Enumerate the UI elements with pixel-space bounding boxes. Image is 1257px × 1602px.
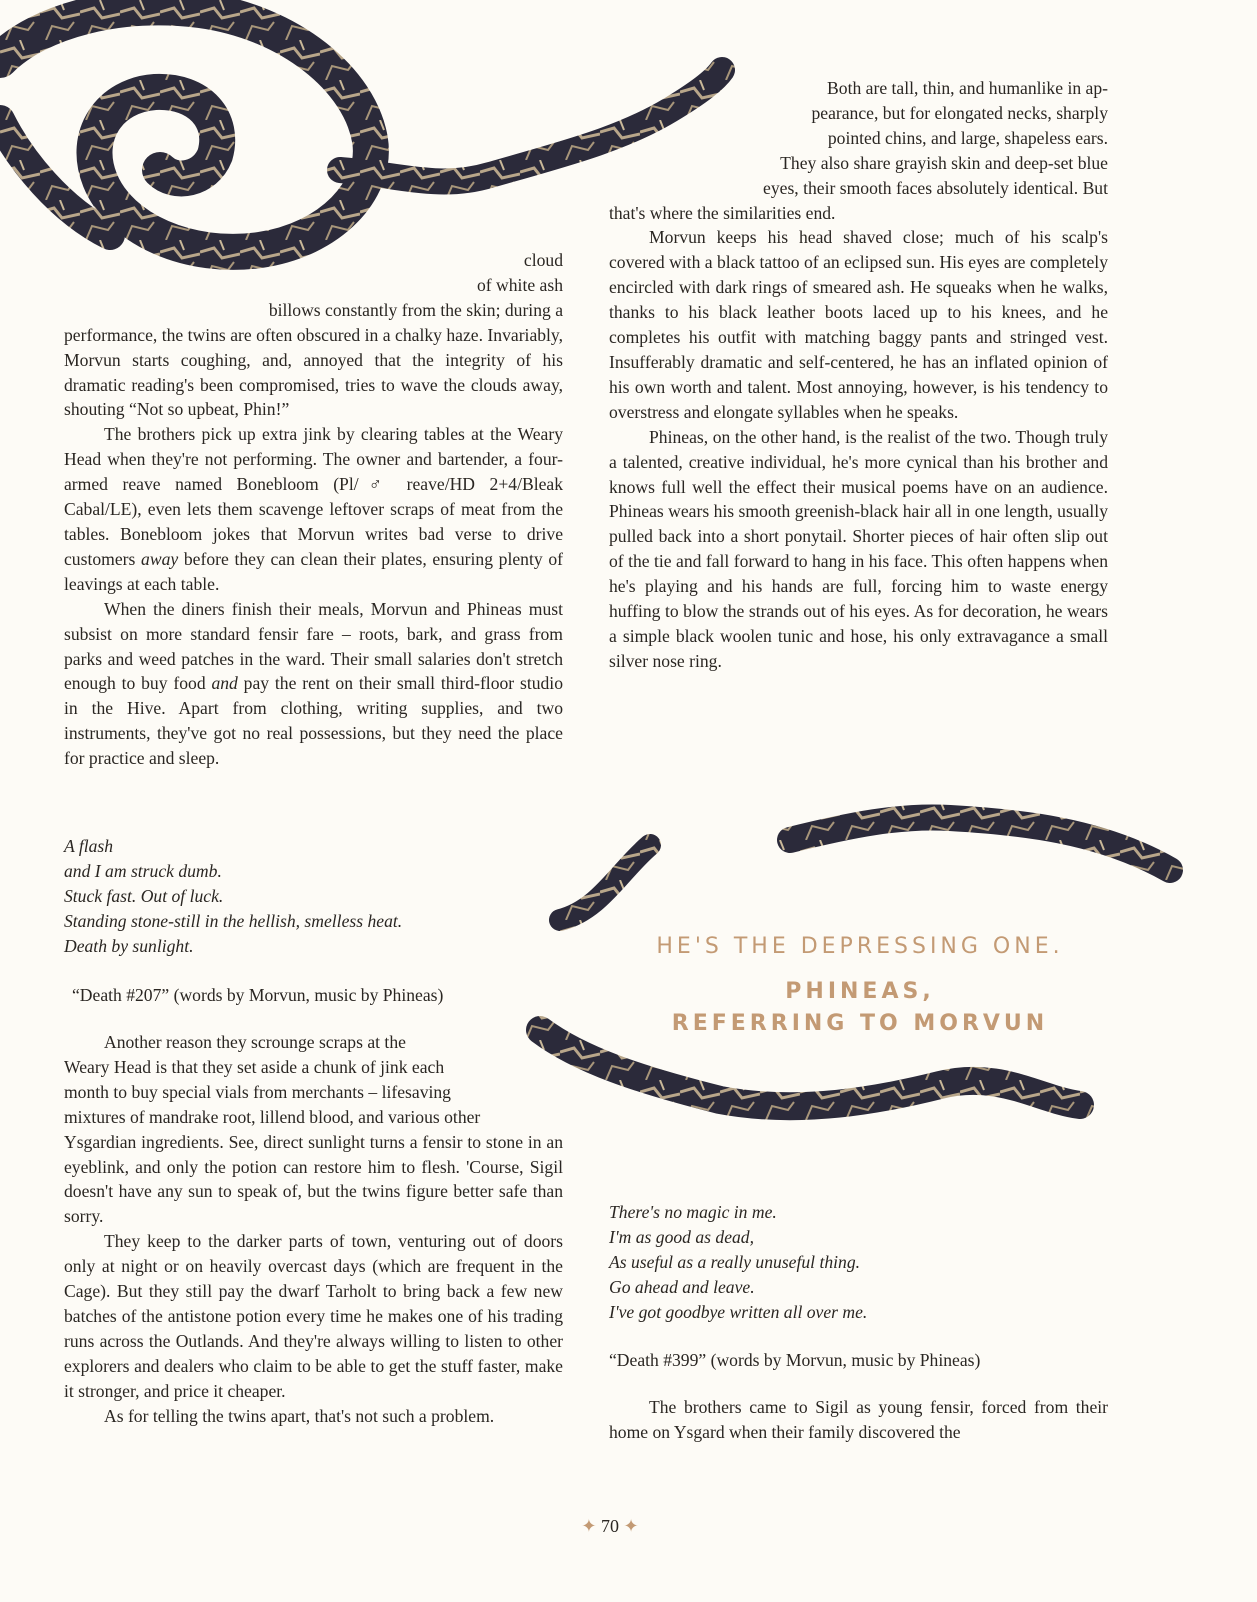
left-column-top bbox=[64, 248, 563, 771]
poem-death-399 bbox=[609, 1200, 1108, 1325]
poem-line: There's no magic in me. bbox=[609, 1202, 777, 1222]
star-ornament-icon: ✦ bbox=[623, 1516, 639, 1536]
poem-death-207 bbox=[64, 834, 534, 959]
intro-line-last: that's where the similarities end. bbox=[609, 202, 836, 223]
intro-line: pearance, but for elongated necks, sharply bbox=[811, 102, 1108, 123]
poem-line: A flash bbox=[64, 836, 114, 856]
paragraph-4: Ysgardian ingredients. See, direct sunlight turns a fensir to stone in an eyeblink, and only the potion can restore him to flesh. 'Course, Sigil doesn't have any sun to speak of, but the twins figure better safe than sorry. bbox=[64, 1131, 563, 1227]
poem-line: Go ahead and leave. bbox=[609, 1276, 755, 1297]
intro-line: They also share grayish skin and deep-set blue bbox=[780, 152, 1108, 173]
paragraph-6: As for telling the twins apart, that's not such a problem. bbox=[104, 1405, 495, 1426]
star-ornament-icon: ✦ bbox=[581, 1516, 597, 1536]
intro-line-cloud: cloud bbox=[523, 250, 563, 270]
paragraph-1-first-line: billows constantly from the skin; during a bbox=[268, 299, 563, 320]
paragraph-2: The brothers pick up extra jink by clearing tables at the Weary Head when they're not performing. The owner and bartender, a four-armed reave named Bonebloom (Pl/♂ reave/HD 2+4/Bleak Cabal/LE), even lets them scavenge leftover scraps of meat from the tables. Bonebloom jokes that Morvun writes bad verse to drive customers away before they can clean their plates, ensuring plenty of leavings at each table. bbox=[64, 424, 563, 594]
paragraph-4-line: Weary Head is that they set aside a chunk of jink each bbox=[64, 1056, 445, 1077]
intro-line: pointed chins, and large, shapeless ears. bbox=[827, 127, 1108, 148]
pull-quote-text: HE'S THE DEPRESSING ONE. bbox=[656, 934, 1064, 959]
paragraph-5: They keep to the darker parts of town, venturing out of doors only at night or on heavily overcast days (which are frequent in the Cage). But they still pay the dwarf Tarholt to bring back a few new batches of the antistone potion every time he makes one of his trading runs across the Outlands. And they're always willing to listen to other explorers and dealers who claim to be able to get the stuff faster, make it stronger, and price it cheaper. bbox=[64, 1231, 563, 1401]
pull-quote-attribution: PHINEAS, bbox=[785, 979, 935, 1004]
poem-line: Stuck fast. Out of luck. bbox=[64, 885, 224, 906]
poem-credit-399: “Death #399” (words by Morvun, music by Phineas) bbox=[609, 1350, 981, 1370]
paragraph-phineas: Phineas, on the other hand, is the realist of the two. Though truly a talented, creative individual, he's more cynical than his brother and knows full well the effect their musical poems have on an audience. Phineas wears his smooth greenish-black hair all in one length, usually pulled back into a short ponytail. Shorter pieces of hair often slip out of the tie and fall forward to hang in his face. This often happens when he's playing and his hands are full, forcing him to waste energy huffing to blow the strands out of his eyes. As for decoration, he wears a simple black woolen tunic and hose, his only extravagance a small silver nose ring. bbox=[609, 426, 1108, 671]
poem-credit-207: “Death #207” (words by Morvun, music by Phineas) bbox=[72, 985, 444, 1005]
paragraph-4-line: mixtures of mandrake root, lillend blood, and various other bbox=[64, 1106, 481, 1127]
intro-line: Both are tall, thin, and humanlike in ap- bbox=[827, 78, 1108, 98]
intro-line-ash: of white ash bbox=[477, 274, 563, 295]
poem-line: Standing stone-still in the hellish, smelless heat. bbox=[64, 910, 403, 931]
right-column-top bbox=[609, 76, 1108, 674]
page-number bbox=[560, 1516, 660, 1537]
paragraph-4-line: Another reason they scrounge scraps at the bbox=[104, 1032, 406, 1052]
paragraph-1: performance, the twins are often obscured in a chalky haze. Invariably, Morvun starts coughing, and, annoyed that the integrity of his dramatic reading's been compromised, tries to wave the clouds away, shouting “Not so upbeat, Phin!” bbox=[64, 324, 563, 420]
page-number-value: 70 bbox=[601, 1516, 619, 1536]
poem-line: and I am struck dumb. bbox=[64, 860, 222, 881]
intro-line: eyes, their smooth faces absolutely identical. But bbox=[763, 177, 1108, 198]
left-column-bottom bbox=[64, 1030, 563, 1429]
paragraph-4-line: month to buy special vials from merchants – lifesaving bbox=[64, 1081, 451, 1102]
pull-quote-context: REFERRING TO MORVUN bbox=[671, 1011, 1049, 1036]
paragraph-3: When the diners finish their meals, Morvun and Phineas must subsist on more standard fensir fare – roots, bark, and grass from parks and weed patches in the ward. Their small salaries don't stretch enough to buy food and pay the rent on their small third-floor studio in the Hive. Apart from clothing, writing supplies, and two instruments, they've got no real possessions, but they need the place for practice and sleep. bbox=[64, 598, 563, 769]
poem-line: Death by sunlight. bbox=[64, 935, 194, 956]
poem-line: As useful as a really unuseful thing. bbox=[609, 1251, 861, 1272]
poem-line: I've got goodbye written all over me. bbox=[609, 1301, 868, 1322]
poem-line: I'm as good as dead, bbox=[609, 1226, 754, 1247]
paragraph-morvun: Morvun keeps his head shaved close; much of his scalp's covered with a black tattoo of an eclipsed sun. His eyes are completely encircled with dark rings of smeared ash. He squeaks when he walks, thanks to his black leather boots laced up to his knees, and he completes his outfit with matching baggy pants and stringed vest. Insufferably dramatic and self-centered, he has an inflated opinion of his own worth and talent. Most annoying, however, is his tendency to overstress and elongate syllables when he speaks. bbox=[609, 227, 1108, 422]
paragraph-origin: The brothers came to Sigil as young fensir, forced from their home on Ysgard when their family discovered the bbox=[609, 1397, 1108, 1442]
pull-quote bbox=[600, 932, 1120, 1040]
